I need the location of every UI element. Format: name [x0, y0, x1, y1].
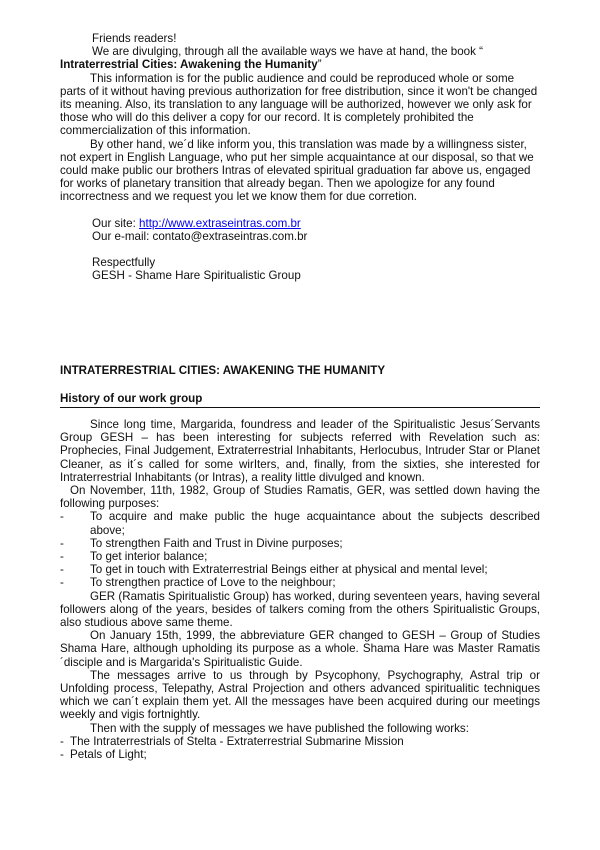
- november-paragraph: On November, 11th, 1982, Group of Studies Ramatis, GER, was settled down having the following purposes:: [60, 484, 540, 511]
- intro-section: [60, 32, 540, 282]
- book-title-close-quote: ”: [317, 58, 322, 72]
- signature-text: GESH - Shame Hare Spiritualistic Group: [92, 269, 301, 283]
- site-line: [60, 217, 540, 230]
- purposes-list: [60, 510, 540, 589]
- divulging-line: [60, 45, 540, 58]
- main-title: INTRATERRESTRIAL CITIES: AWAKENING THE HUMANITY: [60, 364, 386, 377]
- book-title-line: [60, 58, 540, 71]
- messages-paragraph: The messages arrive to us through by Psycophony, Psychography, Astral trip or Unfolding process, Telepathy, Astral Projection and others advanced spiritualitic techniques which we can´t explain them yet. All the messages have been acquired during our meetings weekly and vigis fortnightly.: [60, 668, 540, 722]
- list-item: - To acquire and make public the huge acquaintance about the subjects described above;: [60, 510, 540, 537]
- list-item: - To strengthen Faith and Trust in Divine purposes;: [60, 536, 343, 550]
- list-item: - To strengthen practice of Love to the neighbour;: [60, 576, 336, 590]
- greeting: Friends readers!: [92, 32, 177, 45]
- ger-paragraph: GER (Ramatis Spiritualistic Group) has worked, during seventeen years, having several followers along of the years, besides of talkers coming from the others Spiritualistic Groups, also studious above same theme.: [60, 589, 540, 630]
- section-heading: History of our work group: [60, 392, 540, 408]
- book-title: Intraterrestrial Cities: Awakening the Humanity: [60, 58, 318, 72]
- public-audience-paragraph: This information is for the public audience and could be reproduced whole or some parts of it without having previous authorization for free distribution, since it won't be changed its meaning. Also, its translation to any language will be authorized, however we only ask for those who will do this deliver a copy for our record. It is completely prohibited the commercialization of this information.: [60, 71, 538, 138]
- list-item: - To get interior balance;: [60, 550, 208, 564]
- email-line: Our e-mail: contato@extraseintras.com.br: [92, 229, 308, 243]
- translation-paragraph: By other hand, we´d like inform you, this translation was made by a willingness sister, not expert in English Language, who put her simple acquaintance at our disposal, so that we could make public our brothers Intras of elevated spiritual graduation far above us, engaged for works of planetary transition that already began. Then we apologize for any found incorrectness and we request you let we know them for due corretion.: [60, 137, 534, 204]
- list-item: - Petals of Light;: [60, 748, 147, 762]
- since-paragraph: Since long time, Margarida, foundress and leader of the Spiritualistic Jesus´Servants Group GESH – has been interesting for subjects referred with Revelation such as: Prophecies, Final Judgement, Extraterrestrial Inhabitants, Herlocubus, Intruder Star or Planet Cleaner, as it´s called for some wirIters, and, finally, from the sixties, she interested for Intraterrestrial Inhabitants (or Intras), a reality little divulged and known.: [60, 418, 540, 484]
- site-label: Our site:: [92, 216, 140, 230]
- january-paragraph: On January 15th, 1999, the abbreviature GER changed to GESH – Group of Studies Shama Hare, although upholding its purpose as a whole. Shama Hare was Master Ramatis´disciple and is Margarida's Spiritualistic Guide.: [60, 629, 540, 669]
- divulging-text: We are divulging, through all the available ways we have at hand, the book “: [92, 45, 483, 59]
- site-link[interactable]: http://www.extraseintras.com.br: [139, 216, 301, 230]
- published-works-intro: Then with the supply of messages we have published the following works:: [90, 721, 469, 735]
- list-item: - To get in touch with Extraterrestrial Beings either at physical and mental level;: [60, 563, 488, 577]
- list-item: - The Intraterrestrials of Stelta - Extraterrestrial Submarine Mission: [60, 734, 404, 748]
- history-section: [60, 418, 540, 761]
- respectfully-text: Respectfully: [92, 256, 156, 270]
- works-list: [60, 735, 540, 761]
